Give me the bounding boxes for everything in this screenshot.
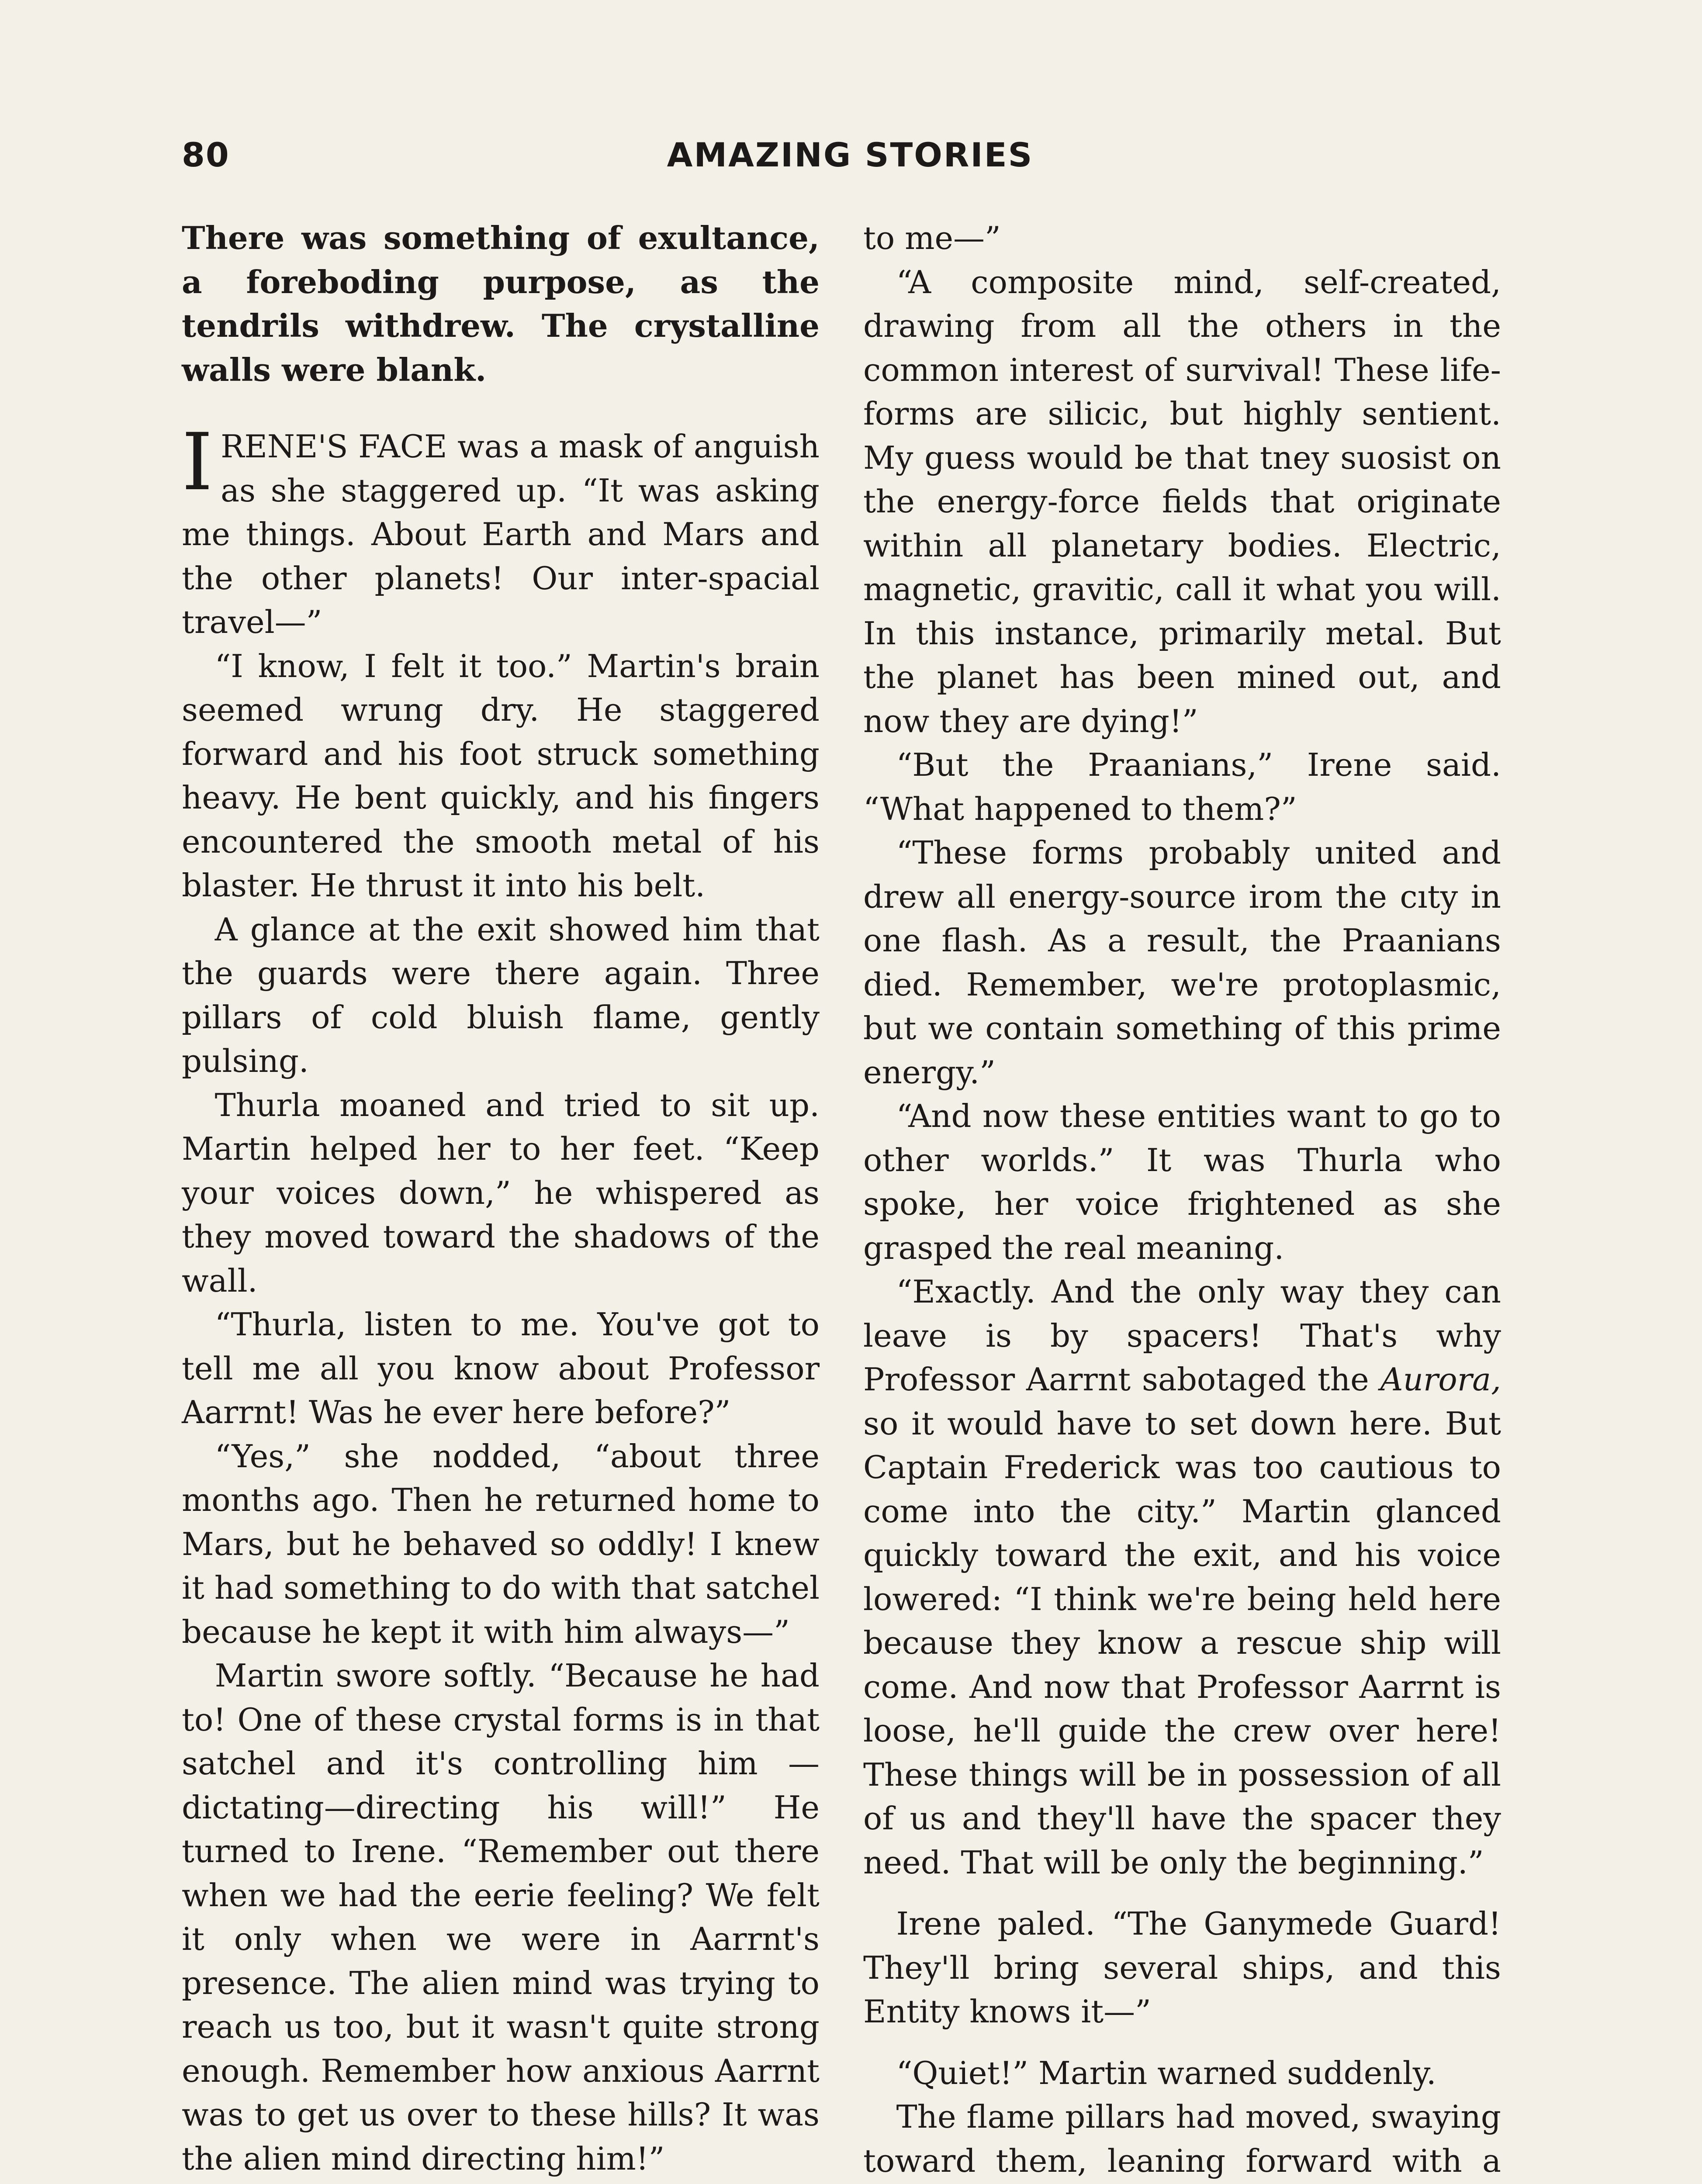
left-column: [182, 216, 820, 2184]
paragraph: “Yes,” she nodded, “about three months ago. Then he returned home to Mars, but he behaved so oddly! I knew it had something to do with that satchel because he kept it with him always—”: [182, 1438, 820, 1650]
paragraph: [182, 2181, 820, 2184]
drop-cap: I: [182, 417, 213, 508]
paragraph: [182, 417, 820, 644]
paragraph: The flame pillars had moved, swaying toward them, leaning forward with a: [863, 2098, 1501, 2179]
paragraph: “And now these entities want to go to other worlds.” It was Thurla who spoke, her voice frightened as she grasped the real meaning.: [863, 1098, 1501, 1266]
paragraph: “A composite mind, self-created, drawing from all the others in the common interest of survival! These life-forms are silicic, but highly sentient. My guess would be that tney suosist on the energy-force fields that originate within all planetary bodies. Electric, magnetic, gravitic, call it what you will. In this instance, primarily metal. But the planet has been mined out, and now they are dying!”: [863, 263, 1501, 740]
page-header: [182, 131, 1519, 179]
paragraph: “But the Praanians,” Irene said. “What happened to them?”: [863, 746, 1501, 827]
paragraph: Thurla moaned and tried to sit up. Martin helped her to her feet. “Keep your voices down,” he whispered as they moved toward the shadows of the wall.: [182, 1086, 820, 1299]
paragraph: There was something of exultance, a foreboding purpose, as the tendrils withdrew. The crystalline walls were blank.: [182, 219, 820, 388]
paragraph: Irene paled. “The Ganymede Guard! They'll bring several ships, and this Entity knows it—”: [863, 1905, 1501, 2030]
page-number: 80: [182, 135, 230, 174]
paragraph: “I know, I felt it too.” Martin's brain seemed wrung dry. He staggered forward and his foot struck something heavy. He bent quickly, and his fingers encountered the smooth metal of his blaster. He thrust it into his belt.: [182, 647, 820, 904]
paragraph-text: “Exactly. And the only way they can leave is by spacers! That's why Professor Aarrnt sabotaged the: [863, 1273, 1501, 1398]
paragraph: to me—”: [863, 220, 1001, 256]
paragraph: Martin swore softly. “Because he had to! One of these crystal forms is in that satchel and it's controlling him —dictating—directing his will!” He turned to Irene. “Remember out there when we had the eerie feeling? We felt it only when we were in Aarrnt's presence. The alien mind was trying to reach us too, but it wasn't quite strong enough. Remember how anxious Aarrnt was to get us over to these hills? It was the alien mind directing him!”: [182, 1657, 820, 2177]
paragraph: “Thurla, listen to me. You've got to tell me all you know about Professor Aarrnt! Was he ever here before?”: [182, 1306, 820, 1431]
paragraph: A glance at the exit showed him that the guards were there again. Three pillars of cold bluish flame, gently pulsing.: [182, 911, 820, 1079]
paragraph-text: RENE'S FACE was a mask of anguish as she staggered up. “It was asking me things. About Earth and Mars and the other planets! Our inter-spacial travel—”: [182, 428, 820, 640]
paragraph: “Quiet!” Martin warned suddenly.: [896, 2054, 1436, 2091]
paragraph: “These forms probably united and drew all energy-source irom the cıty in one flash. As a result, the Praanians died. Remember, we're protoplasmic, but we contain something of this prime energy.”: [863, 834, 1501, 1091]
paragraph-text: so it would have to set down here. But Captain Frederick was too cautious to come into the city.” Martin glanced quickly toward the exit, and his voice lowered: “I think we're being held here because they know a rescue ship will come. And now that Professor Aarrnt is loose, he'll guide the crew over here! These things will be in possession of all of us and they'll have the spacer they need. That will be only the beginning.”: [863, 1405, 1501, 1881]
paragraph: [863, 1270, 1501, 1884]
right-column: [863, 216, 1501, 2184]
magazine-title: AMAZING STORIES: [667, 135, 1034, 174]
ship-name: Aurora,: [1380, 1361, 1501, 1398]
